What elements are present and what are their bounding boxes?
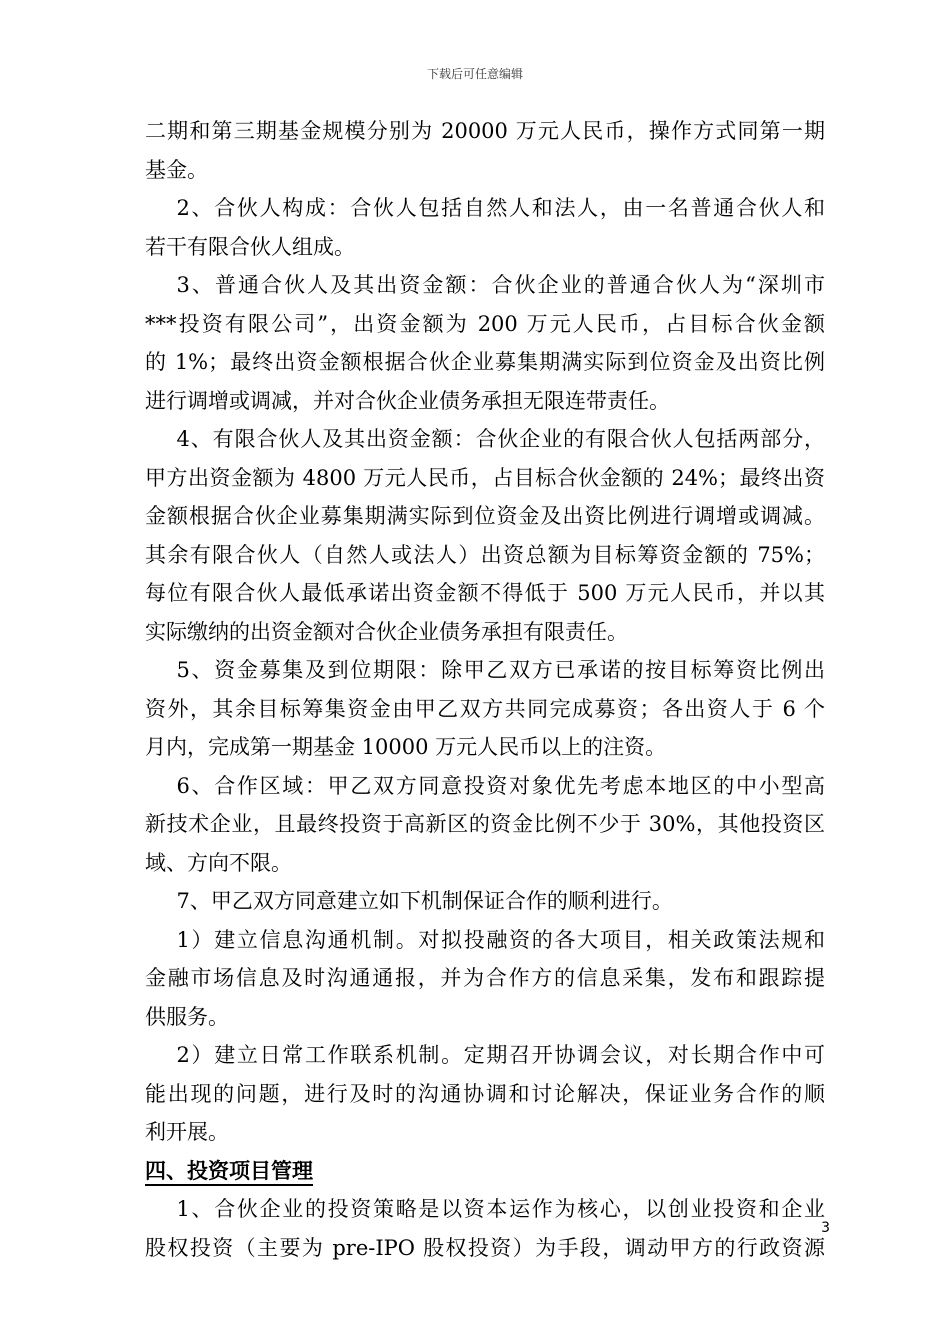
text-line: 金额根据合伙企业募集期满实际到位资金及出资比例进行调增或调减。 (145, 504, 825, 528)
paragraph-general-partner (145, 266, 825, 420)
document-body (145, 112, 825, 1267)
text-line: 其余有限合伙人（自然人或法人）出资总额为目标筹资金额的 75%； (145, 542, 825, 567)
paragraph-investment-strategy (145, 1190, 825, 1267)
text-line: 的 1%；最终出资金额根据合伙企业募集期满实际到位资金及出资比例 (145, 350, 825, 374)
text-line: 资外，其余目标筹集资金由甲乙双方共同完成募资；各出资人于 6 个 (145, 696, 825, 721)
text-line: 实际缴纳的出资金额对合伙企业债务承担有限责任。 (145, 619, 628, 644)
text-line: 2）建立日常工作联系机制。定期召开协调会议，对长期合作中可 (176, 1043, 825, 1067)
text-line: 5、资金募集及到位期限：除甲乙双方已承诺的按目标筹资比例出 (176, 658, 825, 682)
paragraph-info-mechanism (145, 921, 825, 1037)
text-line: 6、合作区域：甲乙双方同意投资对象优先考虑本地区的中小型高 (176, 773, 825, 798)
section-heading (145, 1152, 825, 1191)
paragraph-mechanisms (145, 882, 825, 921)
text-line: 金融市场信息及时沟通通报，并为合作方的信息采集，发布和跟踪提 (145, 966, 825, 990)
text-line: 股权投资（主要为 pre-IPO 股权投资）为手段，调动甲方的行政资源 (145, 1235, 825, 1260)
section-heading-text: 四、投资项目管理 (145, 1159, 313, 1186)
text-line: 1）建立信息沟通机制。对拟投融资的各大项目，相关政策法规和 (176, 927, 825, 952)
text-line: ***投资有限公司”，出资金额为 200 万元人民币，占目标合伙金额 (145, 311, 825, 336)
text-line: 二期和第三期基金规模分别为 20000 万元人民币，操作方式同第一期 (145, 119, 825, 143)
paragraph-fundraising-deadline (145, 651, 825, 767)
text-line: 甲方出资金额为 4800 万元人民币，占目标合伙金额的 24%；最终出资 (145, 465, 825, 490)
text-line: 2、合伙人构成：合伙人包括自然人和法人，由一名普通合伙人和 (176, 196, 825, 220)
paragraph-limited-partner (145, 420, 825, 651)
page-number: 3 (821, 1220, 830, 1236)
paragraph-partner-composition (145, 189, 825, 266)
text-line: 3、普通合伙人及其出资金额：合伙企业的普通合伙人为“深圳市 (176, 273, 825, 297)
text-line: 新技术企业，且最终投资于高新区的资金比例不少于 30%，其他投资区 (145, 812, 825, 836)
text-line: 基金。 (145, 157, 208, 182)
text-line: 能出现的问题，进行及时的沟通协调和讨论解决，保证业务合作的顺 (145, 1081, 825, 1106)
text-line: 月内，完成第一期基金 10000 万元人民币以上的注资。 (145, 735, 667, 759)
text-line: 4、有限合伙人及其出资金额：合伙企业的有限合伙人包括两部分， (176, 427, 825, 451)
text-line: 若干有限合伙人组成。 (145, 234, 355, 259)
paragraph-cooperation-region (145, 767, 825, 883)
text-line: 每位有限合伙人最低承诺出资金额不得低于 500 万元人民币，并以其 (145, 581, 825, 605)
paragraph-work-mechanism (145, 1036, 825, 1152)
text-line: 域、方向不限。 (145, 850, 292, 875)
page-header: 下载后可任意编辑 (426, 67, 523, 81)
text-line: 1、合伙企业的投资策略是以资本运作为核心，以创业投资和企业 (176, 1197, 825, 1221)
text-line: 7、甲乙双方同意建立如下机制保证合作的顺利进行。 (176, 889, 673, 913)
paragraph-fund-scale (145, 112, 825, 189)
text-line: 进行调增或调减，并对合伙企业债务承担无限连带责任。 (145, 388, 670, 413)
text-line: 利开展。 (145, 1120, 229, 1144)
text-line: 供服务。 (145, 1004, 229, 1029)
